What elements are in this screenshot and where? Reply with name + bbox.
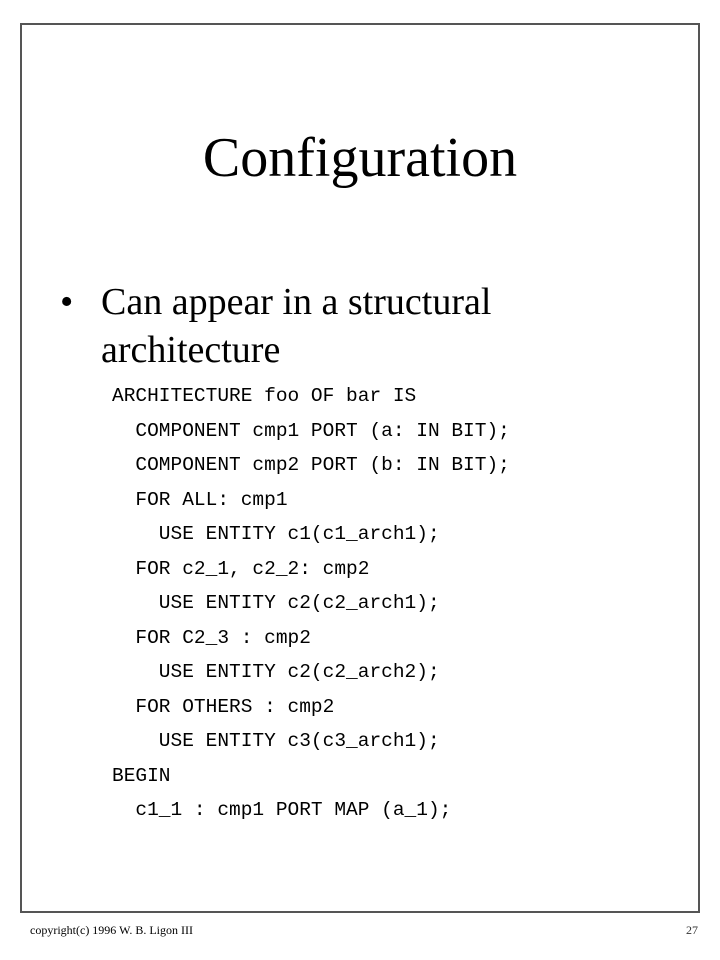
code-line: ARCHITECTURE foo OF bar IS [112, 385, 417, 407]
code-line: FOR c2_1, c2_2: cmp2 [112, 557, 370, 580]
code-line: c1_1 : cmp1 PORT MAP (a_1); [112, 799, 452, 821]
slide-title: Configuration [202, 127, 518, 189]
code-line: FOR OTHERS : cmp2 [112, 695, 335, 718]
code-line: FOR C2_3 : cmp2 [112, 626, 311, 649]
code-line: USE ENTITY c2(c2_arch2); [112, 661, 440, 683]
code-block [112, 379, 510, 828]
bullet-point-icon: • [60, 281, 74, 323]
code-line: USE ENTITY c1(c1_arch1); [112, 523, 440, 545]
code-line: USE ENTITY c2(c2_arch1); [112, 592, 440, 614]
code-line: FOR ALL: cmp1 [112, 488, 288, 511]
code-line: USE ENTITY c3(c3_arch1); [112, 730, 440, 752]
code-line: COMPONENT cmp2 PORT (b: IN BIT); [112, 454, 510, 476]
bullet-text: Can appear in a structural architecture [101, 281, 492, 371]
copyright-footer: copyright(c) 1996 W. B. Ligon III [30, 923, 193, 937]
code-line: BEGIN [112, 764, 171, 787]
code-line: COMPONENT cmp1 PORT (a: IN BIT); [112, 419, 510, 442]
page-number: 27 [686, 923, 698, 937]
